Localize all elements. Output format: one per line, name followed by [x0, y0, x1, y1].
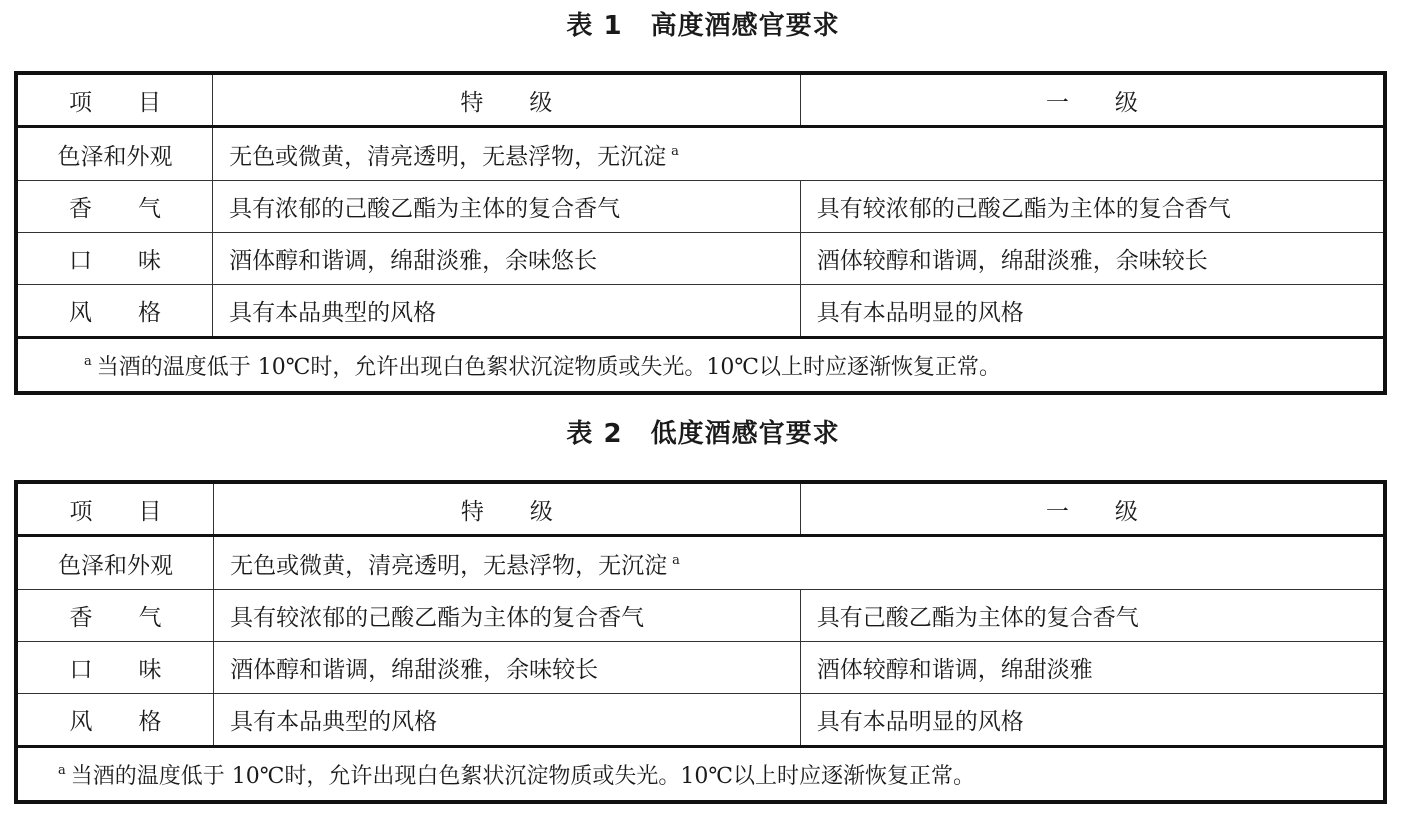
header-item: 项 目: [16, 482, 214, 536]
row-merged-value: [214, 536, 1385, 590]
row-item: 口 味: [16, 642, 214, 694]
table-footnote-row: [16, 338, 1385, 394]
table-row: [16, 590, 1385, 642]
row-item: 风 格: [16, 285, 213, 338]
row-first-value: 酒体较醇和谐调，绵甜淡雅: [800, 642, 1385, 694]
row-item: 香 气: [16, 181, 213, 233]
table-row: [16, 694, 1385, 747]
table-header-row: [16, 482, 1385, 536]
row-special-value: 具有本品典型的风格: [214, 694, 801, 747]
row-first-value: 具有较浓郁的己酸乙酯为主体的复合香气: [800, 181, 1385, 233]
row-special-value: 酒体醇和谐调，绵甜淡雅，余味较长: [214, 642, 801, 694]
table-row: [16, 285, 1385, 338]
table-row: [16, 536, 1385, 590]
header-item: 项 目: [16, 73, 213, 127]
table-footnote-row: [16, 747, 1385, 803]
table-2-title: 低度酒感官要求: [650, 419, 840, 449]
footnote-text: 当酒的温度低于 10℃时，允许出现白色絮状沉淀物质或失光。10℃以上时应逐渐恢复正常。: [96, 354, 1001, 380]
row-special-value: 具有浓郁的己酸乙酯为主体的复合香气: [213, 181, 801, 233]
table-2-number: 表 2: [566, 419, 623, 449]
footnote-marker: a: [672, 552, 680, 568]
header-first-grade: 一 级: [800, 482, 1385, 536]
table-row: [16, 642, 1385, 694]
row-first-value: 酒体较醇和谐调，绵甜淡雅，余味较长: [800, 233, 1385, 285]
row-first-value: 具有本品明显的风格: [800, 694, 1385, 747]
footnote-marker: a: [84, 353, 92, 369]
footnote-marker: a: [58, 762, 66, 778]
table-footnote: [16, 747, 1385, 803]
row-item: 色泽和外观: [16, 127, 213, 181]
header-special-grade: 特 级: [213, 73, 801, 127]
row-special-value: 具有本品典型的风格: [213, 285, 801, 338]
table-1-number: 表 1: [566, 11, 623, 41]
row-special-value: 具有较浓郁的己酸乙酯为主体的复合香气: [214, 590, 801, 642]
row-item: 香 气: [16, 590, 214, 642]
row-item: 色泽和外观: [16, 536, 214, 590]
row-value-text: 无色或微黄，清亮透明，无悬浮物，无沉淀: [229, 143, 667, 170]
table-row: [16, 127, 1385, 181]
table-row: [16, 233, 1385, 285]
table-1-high-proof-sensory-requirements: [14, 71, 1387, 395]
row-item: 风 格: [16, 694, 214, 747]
table-header-row: [16, 73, 1385, 127]
table-1-title: 高度酒感官要求: [650, 11, 840, 41]
table-1-caption: [0, 6, 1406, 46]
row-value-text: 无色或微黄，清亮透明，无悬浮物，无沉淀: [230, 552, 668, 579]
table-2-low-proof-sensory-requirements: [14, 480, 1387, 804]
header-special-grade: 特 级: [214, 482, 801, 536]
row-item: 口 味: [16, 233, 213, 285]
table-row: [16, 181, 1385, 233]
table-footnote: [16, 338, 1385, 394]
footnote-marker: a: [671, 143, 679, 159]
row-special-value: 酒体醇和谐调，绵甜淡雅，余味悠长: [213, 233, 801, 285]
row-merged-value: [213, 127, 1385, 181]
header-first-grade: 一 级: [800, 73, 1385, 127]
footnote-text: 当酒的温度低于 10℃时，允许出现白色絮状沉淀物质或失光。10℃以上时应逐渐恢复正常。: [70, 763, 975, 789]
table-2-caption: [0, 414, 1406, 454]
row-first-value: 具有本品明显的风格: [800, 285, 1385, 338]
row-first-value: 具有己酸乙酯为主体的复合香气: [800, 590, 1385, 642]
